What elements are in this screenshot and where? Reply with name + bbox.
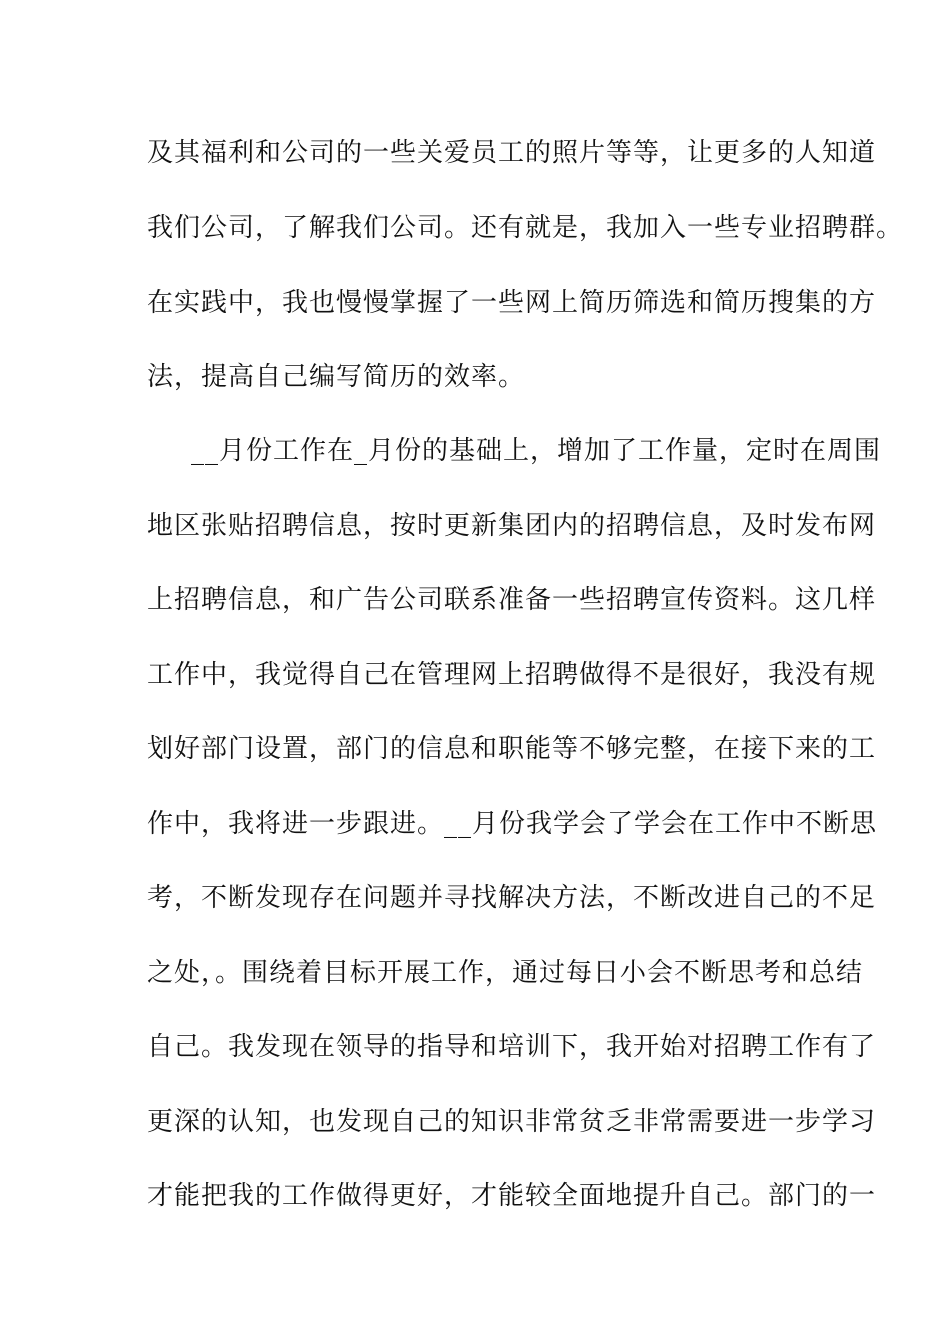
text-line: 地区张贴招聘信息，按时更新集团内的招聘信息，及时发布网 [147, 511, 877, 541]
text-line: 更深的认知，也发现自己的知识非常贫乏非常需要进一步学习 [147, 1107, 877, 1137]
text-line: 在实践中，我也慢慢掌握了一些网上简历筛选和简历搜集的方 [147, 288, 877, 318]
text-line: 我们公司，了解我们公司。还有就是，我加入一些专业招聘群。 [147, 213, 904, 243]
text-line: 上招聘信息，和广告公司联系准备一些招聘宣传资料。这几样 [147, 585, 877, 615]
text-line: 工作中，我觉得自己在管理网上招聘做得不是很好，我没有规 [147, 660, 877, 690]
text-line: 之处，。围绕着目标开展工作，通过每日小会不断思考和总结 [147, 958, 864, 988]
text-line: 划好部门设置，部门的信息和职能等不够完整，在接下来的工 [147, 734, 877, 764]
text-line: 及其福利和公司的一些关爱员工的照片等等，让更多的人知道 [147, 138, 877, 168]
text-line: 自己。我发现在领导的指导和培训下，我开始对招聘工作有了 [147, 1032, 877, 1062]
text-line: 法，提高自己编写简历的效率。 [147, 362, 526, 392]
text-line: 才能把我的工作做得更好，才能较全面地提升自己。部门的一 [147, 1181, 877, 1211]
text-line: 作中，我将进一步跟进。__月份我学会了学会在工作中不断思 [147, 809, 878, 839]
text-line: 考，不断发现存在问题并寻找解决方法，不断改进自己的不足 [147, 883, 877, 913]
paragraph-first-line: __月份工作在_月份的基础上，增加了工作量，定时在周围 [191, 436, 882, 466]
